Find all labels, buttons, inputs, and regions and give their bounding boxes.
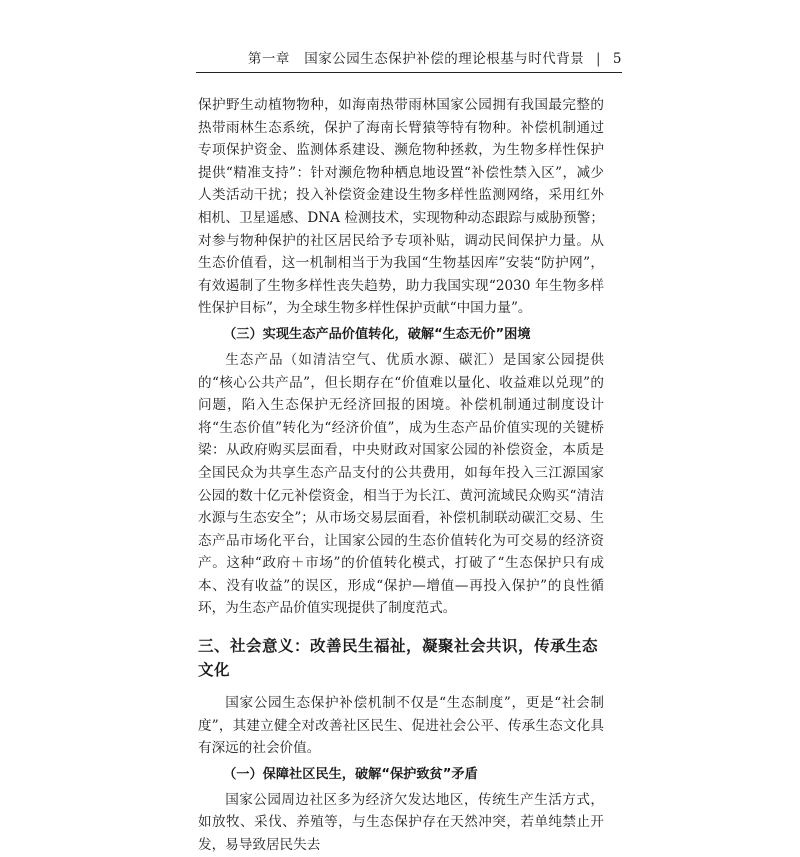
running-header <box>248 47 622 67</box>
paragraph-social-intro: 国家公园生态保护补偿机制不仅是“生态制度”，更是“社会制度”，其建立健全对改善社区民生、促进社会公平、传承生态文化具有深远的社会价值。 <box>198 695 604 757</box>
header-separator: | <box>596 51 602 67</box>
paragraph-eco-products: 生态产品（如清洁空气、优质水源、碳汇）是国家公园提供的“核心公共产品”，但长期存在“价值难以量化、收益难以兑现”的问题，陷入生态保护无经济回报的困境。补偿机制通过制度设计将“生态价值”转化为“经济价值”，成为生态产品价值实现的关键桥梁：从政府购买层面看，中央财政对国家公园的补偿资金，本质是全国民众为共享生态产品支付的公共费用，如每年投入三江源国家公园的数十亿元补偿资金，相当于为长江、黄河流域民众购买“清洁水源与生态安全”；从市场交易层面看，补偿机制联动碳汇交易、生态产品市场化平台，让国家公园的生态价值转化为可交易的经济资产。这种“政府＋市场”的价值转化模式，打破了“生态保护只有成本、没有收益”的误区，形成“保护—增值—再投入保护”的良性循环，为生态产品价值实现提供了制度范式。 <box>198 351 604 617</box>
subheading-community: （一）保障社区民生，破解“保护致贫”矛盾 <box>223 766 478 782</box>
subheading-eco-value: （三）实现生态产品价值转化，破解“生态无价”困境 <box>223 326 531 342</box>
header-chapter: 第一章 <box>247 51 290 67</box>
paragraph-continued: 保护野生动植物物种，如海南热带雨林国家公园拥有我国最完整的热带雨林生态系统，保护了海南长臂猿等特有物种。补偿机制通过专项保护资金、监测体系建设、濒危物种拯救，为生物多样性保护提供“精准支持”：针对濒危物种栖息地设置“补偿性禁入区”，减少人类活动干扰；投入补偿资金建设生物多样性监测网络，采用红外相机、卫星遥感、DNA 检测技术，实现物种动态跟踪与威胁预警；对参与物种保护的社区居民给予专项补贴，调动民间保护力量。从生态价值看，这一机制相当于为我国“生物基因库”安装“防护网”，有效遏制了生物多样性丧失趋势，助力我国实现“2030 年生物多样性保护目标”，为全球生物多样性保护贡献“中国力量”。 <box>198 97 604 317</box>
page-body <box>198 94 604 857</box>
header-title: 国家公园生态保护补偿的理论根基与时代背景 <box>304 51 585 67</box>
page-number: 5 <box>612 51 622 67</box>
section-heading-social: 三、社会意义：改善民生福祉，凝聚社会共识，传承生态文化 <box>198 637 599 680</box>
paragraph-community: 国家公园周边社区多为经济欠发达地区，传统生产生活方式，如放牧、采伐、养殖等，与生态保护存在天然冲突，若单纯禁止开发，易导致居民失去 <box>198 791 604 854</box>
header-rule <box>196 72 622 73</box>
